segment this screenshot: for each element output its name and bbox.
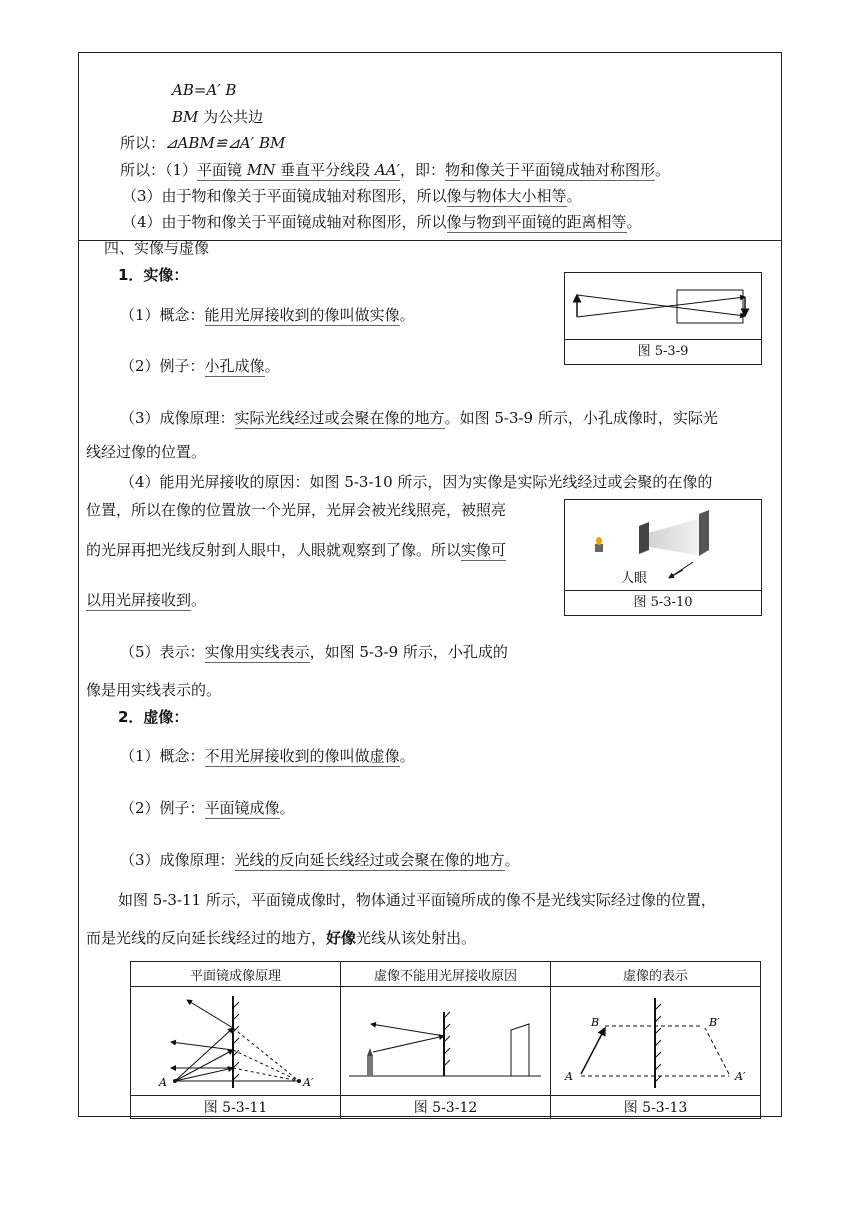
conclusion-4: （4）由于物和像关于平面镜成轴对称图形，所以像与物到平面镜的距离相等。: [122, 213, 642, 231]
section-title: 四、实像与虚像: [104, 239, 210, 257]
virtual-paragraph-2: 而是光线的反向延长线经过的地方，好像光线从该处射出。: [86, 929, 477, 947]
table-header-3: 虚像的表示: [551, 962, 761, 987]
virtual-paragraph-1: 如图 5-3-11 所示，平面镜成像时，物体通过平面镜所成的像不是光线实际经过像的位置，: [118, 891, 716, 909]
virtual-concept: （1）概念：不用光屏接收到的像叫做虚像。: [120, 747, 415, 765]
plane-mirror-principle-diagram: [131, 988, 340, 1094]
conclusion-1: 所以：（1）平面镜 MN 垂直平分线段 AA′，即：物和像关于平面镜成轴对称图形。: [120, 161, 671, 179]
screen-virtual-diagram: [341, 988, 550, 1094]
virtual-image-heading: 2．虚像：: [118, 708, 189, 726]
point-a-prime-label-13: A′: [735, 1070, 746, 1083]
point-b-label: B: [591, 1016, 600, 1029]
real-principle-cont: 线经过像的位置。: [86, 443, 207, 461]
screen-diagram: [565, 500, 761, 590]
figure-5-3-10: [564, 499, 762, 616]
point-b-prime-label: B′: [709, 1016, 720, 1029]
virtual-example: （2）例子：平面镜成像。: [120, 799, 295, 817]
real-reason-1: （4）能用光屏接收的原因：如图 5-3-10 所示，因为实像是实际光线经过或会聚的在像的: [120, 473, 713, 491]
figure-table: [130, 961, 761, 1119]
proof-line-2: BM 为公共边: [172, 108, 264, 126]
real-representation: （5）表示：实像用实线表示，如图 5-3-9 所示，小孔成的: [120, 643, 508, 661]
real-reason-3: 的光屏再把光线反射到人眼中，人眼就观察到了像。所以实像可: [86, 541, 507, 559]
real-image-heading: 1．实像：: [118, 266, 189, 284]
real-reason-4: 以用光屏接收到。: [86, 591, 207, 609]
figure-5-3-10-caption: 图 5-3-10: [565, 590, 761, 615]
figure-5-3-9-caption: 图 5-3-9: [565, 339, 761, 364]
point-a-label-13: A: [565, 1070, 573, 1083]
table-header-2: 虚像不能用光屏接收原因: [341, 962, 551, 987]
real-example: （2）例子：小孔成像。: [120, 357, 280, 375]
pinhole-diagram: [565, 273, 761, 341]
caption-5-3-13: 图 5-3-13: [551, 1096, 761, 1119]
figure-5-3-11: [131, 987, 341, 1096]
proof-line-1: AB=A′ B: [172, 81, 237, 99]
real-representation-cont: 像是用实线表示的。: [86, 681, 222, 699]
conclusion-3: （3）由于物和像关于平面镜成轴对称图形，所以像与物体大小相等。: [122, 187, 582, 205]
figure-5-3-9: [564, 272, 762, 365]
table-header-1: 平面镜成像原理: [131, 962, 341, 987]
point-a-prime-label: A′: [303, 1076, 314, 1089]
point-a-label: A: [159, 1076, 167, 1089]
figure-5-3-12: [341, 987, 551, 1096]
virtual-image-representation-diagram: [551, 988, 760, 1094]
caption-5-3-12: 图 5-3-12: [341, 1096, 551, 1119]
real-reason-2: 位置，所以在像的位置放一个光屏，光屏会被光线照亮，被照亮: [86, 501, 507, 519]
real-principle: （3）成像原理：实际光线经过或会聚在像的地方。如图 5-3-9 所示，小孔成像时，实际光: [120, 409, 718, 427]
virtual-principle: （3）成像原理：光线的反向延长线经过或会聚在像的地方。: [120, 851, 520, 869]
eye-label: 人眼: [621, 571, 648, 586]
proof-line-3: 所以：⊿ABM≌⊿A′ BM: [120, 134, 286, 152]
real-concept: （1）概念：能用光屏接收到的像叫做实像。: [120, 306, 415, 324]
figure-5-3-13: [551, 987, 761, 1096]
caption-5-3-11: 图 5-3-11: [131, 1096, 341, 1119]
